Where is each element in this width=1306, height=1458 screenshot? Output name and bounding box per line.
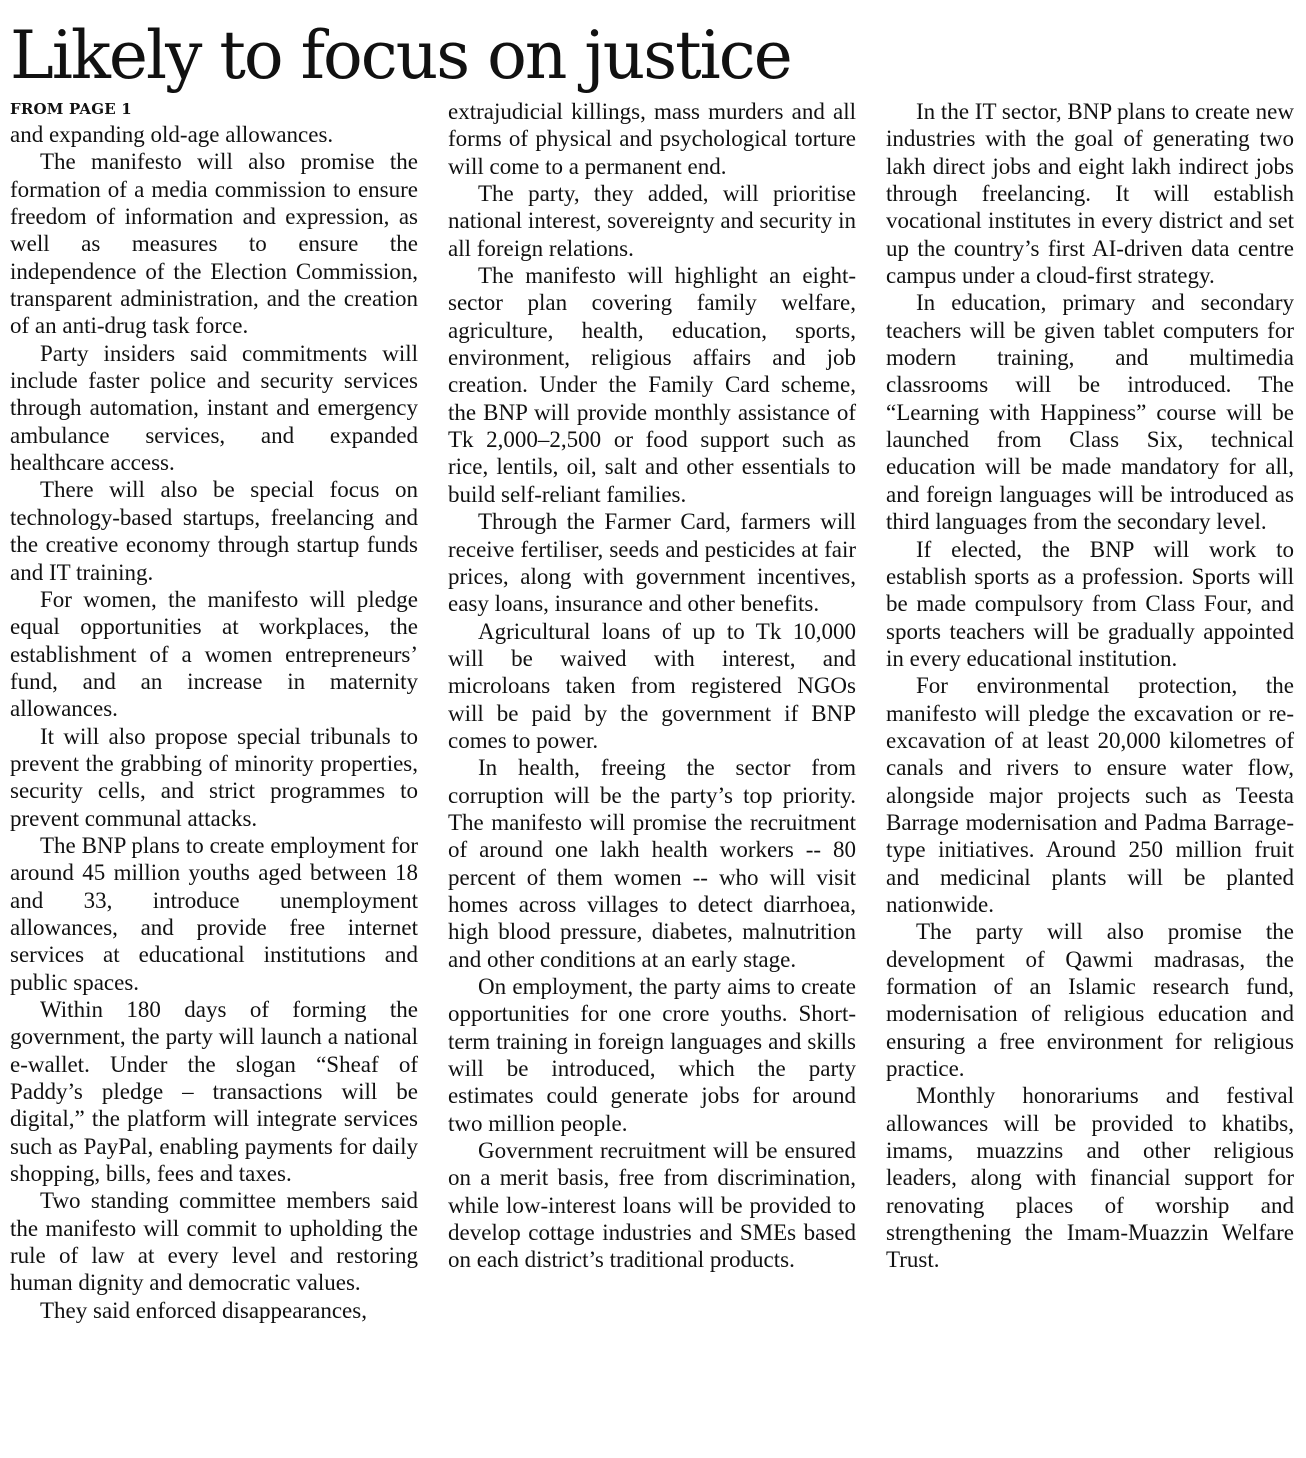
paragraph: The manifesto will highlight an eight-sector plan covering family welfare, agriculture, health, education, sports, environment, religious affairs and job creation. Under the Family Card scheme, the BNP will provide monthly assistance of Tk 2,000–2,500 or food support such as rice, lentils, oil, salt and other essentials to build self-reliant families. xyxy=(448,263,856,507)
paragraph: Government recruitment will be ensured on a merit basis, free from discrimination, while low-interest loans will be provided to develop cottage industries and SMEs based on each district’s traditional products. xyxy=(448,1138,856,1273)
paragraph: extrajudicial killings, mass murders and all forms of physical and psychological torture will come to a permanent end. xyxy=(448,99,856,179)
paragraph: The BNP plans to create employment for around 45 million youths aged between 18 and 33, introduce unemployment allowances, and provide free internet services at educational institutions and public spaces. xyxy=(10,832,418,995)
paragraph: and expanding old-age allowances. xyxy=(10,122,334,147)
paragraph: If elected, the BNP will work to establish sports as a profession. Sports will be made compulsory from Class Four, and sports teachers will be gradually appointed in every educational institution. xyxy=(886,536,1294,671)
paragraph: Through the Farmer Card, farmers will receive fertiliser, seeds and pesticides at fair prices, along with government incentives, easy loans, insurance and other benefits. xyxy=(448,509,856,617)
jump-label: FROM PAGE 1 xyxy=(10,100,132,118)
paragraph: In the IT sector, BNP plans to create new industries with the goal of generating two lakh direct jobs and eight lakh indirect jobs through freelancing. It will establish vocational institutes in every district and set up the country’s first AI-driven data centre campus under a cloud-first strategy. xyxy=(886,99,1294,289)
paragraph: The manifesto will also promise the formation of a media commission to ensure freedom of information and expression, as well as measures to ensure the independence of the Election Commission, transparent administration, and the creation of an anti-drug task force. xyxy=(10,149,418,339)
headline: Likely to focus on justice xyxy=(10,17,791,94)
paragraph: Two standing committee members said the manifesto will commit to upholding the rule of law at every level and restoring human dignity and democratic values. xyxy=(10,1188,418,1296)
paragraph: In health, freeing the sector from corruption will be the party’s top priority. The manifesto will promise the recruitment of around one lakh health workers -- 80 percent of them women -- who will visit homes across villages to detect diarrhoea, high blood pressure, diabetes, malnutrition and other conditions at an early stage. xyxy=(448,755,856,972)
paragraph: Within 180 days of forming the government, the party will launch a national e-wallet. Under the slogan “Sheaf of Paddy’s pledge – transactions will be digital,” the platform will integrate services such as PayPal, enabling payments for daily shopping, bills, fees and taxes. xyxy=(10,997,418,1187)
article-column-3 xyxy=(886,98,1294,1274)
paragraph: Party insiders said commitments will include faster police and security services through automation, instant and emergency ambulance services, and expanded healthcare access. xyxy=(10,340,418,476)
article-column-1 xyxy=(10,98,418,1324)
paragraph: Agricultural loans of up to Tk 10,000 will be waived with interest, and microloans taken from registered NGOs will be paid by the government if BNP comes to power. xyxy=(448,618,856,753)
paragraph: They said enforced disappearances, xyxy=(40,1297,367,1323)
paragraph: Monthly honorariums and festival allowances will be provided to khatibs, imams, muazzins and other religious leaders, along with financial support for renovating places of worship and strengthening the Imam-Muazzin Welfare Trust. xyxy=(886,1083,1294,1273)
paragraph: There will also be special focus on technology-based startups, freelancing and the creative economy through startup funds and IT training. xyxy=(10,477,418,585)
paragraph: On employment, the party aims to create opportunities for one crore youths. Short-term training in foreign languages and skills will be introduced, which the party estimates could generate jobs for around two million people. xyxy=(448,974,856,1136)
paragraph: It will also propose special tribunals to prevent the grabbing of minority properties, security cells, and strict programmes to prevent communal attacks. xyxy=(10,723,418,831)
paragraph: For environmental protection, the manifesto will pledge the excavation or re-excavation of at least 20,000 kilometres of canals and rivers to ensure water flow, alongside major projects such as Teesta Barrage modernisation and Padma Barrage-type initiatives. Around 250 million fruit and medicinal plants will be planted nationwide. xyxy=(886,673,1294,917)
paragraph: The party, they added, will prioritise national interest, sovereignty and security in all foreign relations. xyxy=(448,181,856,261)
paragraph: In education, primary and secondary teachers will be given tablet computers for modern training, and multimedia classrooms will be introduced. The “Learning with Happiness” course will be launched from Class Six, technical education will be made mandatory for all, and foreign languages will be introduced as third languages from the secondary level. xyxy=(886,290,1294,535)
paragraph: The party will also promise the development of Qawmi madrasas, the formation of an Islamic research fund, modernisation of religious education and ensuring a free environment for religious practice. xyxy=(886,919,1294,1082)
paragraph: For women, the manifesto will pledge equal opportunities at workplaces, the establishment of a women entrepreneurs’ fund, and an increase in maternity allowances. xyxy=(10,586,418,722)
article-column-2 xyxy=(448,98,856,1274)
